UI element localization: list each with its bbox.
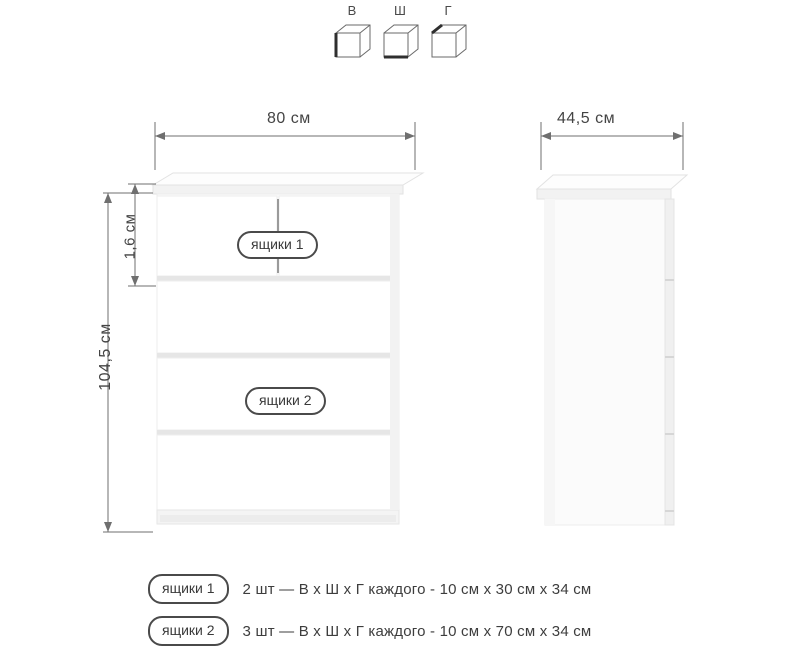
- cube-depth-icon: [426, 19, 470, 63]
- legend: [330, 4, 470, 66]
- front-height-label: 104,5 см: [97, 323, 114, 391]
- legend-letter-depth: Г: [444, 3, 452, 18]
- side-depth-label: 44,5 см: [557, 110, 616, 127]
- side-view-drawing: [525, 165, 700, 555]
- legend-item-height: [330, 4, 374, 63]
- legend-item-width: [378, 4, 422, 63]
- front-view-drawing: [140, 165, 430, 555]
- legend-item-depth: [426, 4, 470, 63]
- spec-pill-drawers-2[interactable]: ящики 2: [148, 616, 229, 646]
- cube-height-icon: [330, 19, 374, 63]
- front-width-label: 80 см: [267, 110, 311, 127]
- callout-drawers-2[interactable]: ящики 2: [245, 387, 326, 415]
- legend-letter-height: В: [347, 3, 357, 18]
- legend-letter-width: Ш: [394, 3, 406, 18]
- cube-width-icon: [378, 19, 422, 63]
- spec-pill-drawers-1[interactable]: ящики 1: [148, 574, 229, 604]
- callout-drawers-1[interactable]: ящики 1: [237, 231, 318, 259]
- spec-text-drawers-1: 2 шт — В х Ш х Г каждого - 10 см х 30 см х 34 см: [242, 580, 592, 598]
- top-thickness-label: 1,6 см: [121, 213, 139, 260]
- spec-row-drawers-2: [148, 617, 591, 645]
- spec-row-drawers-1: [148, 575, 591, 603]
- spec-text-drawers-2: 3 шт — В х Ш х Г каждого - 10 см х 70 см х 34 см: [242, 622, 592, 640]
